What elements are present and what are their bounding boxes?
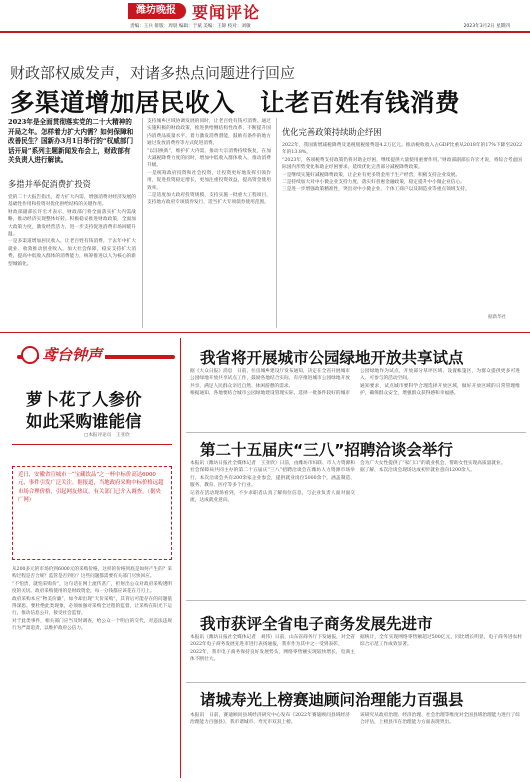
- news-body-3-right: 据统计，全年实现网络零售额超过500亿元，同比增长明显，电子商务进农村综合示范工作成效显著。: [360, 635, 522, 648]
- news-title-4: 诸城寿光上榜赛迪顾问治理能力百强县: [200, 691, 464, 709]
- section-title: 要闻评论: [192, 2, 261, 22]
- bell-icon: [21, 346, 39, 364]
- opinion-quote-box: [12, 466, 172, 560]
- feature-source: 据新华社: [488, 315, 507, 320]
- opinion-body: 从200多元的市场价到6000元的采购价格，这样的价格到底是如何产生的？采购过程是否合规？监管是否到位？这些问题都需要有关部门尽快回应。 “不怕贵，就怕采购价”，这句话在网上流传甚广，折射出公众对政府采购透明度的关切。政府采购使用的是财政资金，每一分钱都应该花在刀刃上。 政府采购本应“物美价廉”，如今却出现“天价采购”，其背后可能存在的问题值得深思。要杜绝此类现象，必须加强对采购全过程的监督，让采购在阳光下运行，推动信息公开，接受社会监督。 对于此类事件，相关部门应当及时调查，给公众一个明白的交代，对违法违规行为严肃追责，以维护政府公信力。: [12, 567, 172, 632]
- feature-lead: 2023年是全面贯彻落实党的二十大精神的开局之年。怎样着力扩大内需？如何保障和改善民生？国新办3月1日举行的“权威部门话开局”系列主题新闻发布会上，财政部有关负责人进行解读。: [8, 118, 134, 165]
- news-body-1: 据《大众日报》消息 日前，住房城乡建设厅发布通知，决定在全省开展城市公园绿地开放共享试点工作，鼓励各地结合实际，有序推进城市公园绿地开放共享，满足人民群众亲近自然、休闲游憩的需求。 根据通知，各地要结合城市公园绿地建设管理实际，选择一批条件较好的城市公园绿地作为试点，开放部分草坪区域，设置帐篷区，为群众提供更多可进入、可参与的活动空间。 通知要求，试点城市要科学合理选择开放区域，做好开放区域的日常管理维护，确保群众安全，增强群众获得感和幸福感。: [190, 369, 520, 397]
- news-title-3: 我市获评全省电子商务发展先进市: [200, 615, 433, 633]
- column-divider: [180, 338, 181, 778]
- column-divider: [276, 118, 277, 328]
- feature-subhead-2: 优化完善政策持续助企纾困: [282, 127, 382, 137]
- feature-headline: 多渠道增加居民收入 让老百姓有钱消费: [10, 88, 460, 117]
- column-banner: [17, 340, 175, 372]
- news-title-1: 我省将开展城市公园绿地开放共享试点: [200, 349, 464, 367]
- feature-column-1: 党的二十大报告指出，着力扩大内需，增强消费对经济发展的基础性作用和投资对优化供给结构的关键作用。 财政部副部长许宏才表示，财政部门将全面落实扩大内需战略，推动经济实现整体好转。积极稳妥推进财政政策，全面加大政策力度，激发经营活力，进一步支持促进消费市场回暖升温。 一是多渠道增加居民收入，让老百姓有钱消费。于去年中扩大就业、收敛推动创业收入，加大社会保障，稳妥支持扩大消费，提高中低收入群体的消费能力，统筹推进以人为核心的新型城镇化。: [8, 195, 136, 267]
- news-body-3: 本报讯（潍坊日报社全媒体记者 刘伟）日前，山东省商务厅下发通报，对全省2022年电子商务发展先进市进行表扬通报，我市作为其中之一受到表彰。 2022年，我市电子商务保持良好发展势头，网络零售额实现较快增长，电商主体不断壮大。: [190, 635, 355, 663]
- header-meta-right: 2023年3月2日 星期四: [463, 24, 510, 29]
- news-rule: [186, 600, 526, 601]
- news-title-2: 第二十五届庆“三八”招聘洽谈会举行: [200, 441, 453, 459]
- opinion-byline: □本报评论员 王亚欣: [84, 433, 130, 438]
- opinion-rule: [12, 444, 172, 445]
- opinion-title-line-1: 萝卜花了人参价: [26, 390, 142, 409]
- opinion-quote-text: 近日，安徽省宣城市一“宝藏饮品”之一杯中标价高达6000元、事件引发广泛关注。据报道，当地政府采购中标价格远超市场合理价格，引起网友热议，有关部门已介入调查。（据央广网）: [18, 472, 164, 504]
- feature-column-2: 支持城乡区域协调发展的同时，让老百姓有钱可消费。通过实施积极的财政政策，推进供给侧结构性改革，不断提升国内消费品质量水平。着力激发消费潜能，鼓励有条件的地方通过发放消费券等方式促进消费。 “以旧换新”，维护扩大内需，推动大宗消费持续恢复，在加大减税降费力度的同时，增加中低收入群体收入，推动消费升级。 一是统筹政府投资和社会投资，让投资更好地发挥引领作用，促进投资稳定增长，更加注重投资效益，提高资金使用效率。 二是适度加大政府投资规模，支持实施一批重大工程项目，支持地方政府专项债券发行，适当扩大专项债券使用范围。: [147, 119, 271, 206]
- header-meta-left: 责编：王兵 排版：周晨 编辑：于斌 美编：王锦 校对：刘敏: [130, 24, 251, 29]
- header-meta: [130, 23, 530, 29]
- news-rule: [186, 682, 526, 683]
- opinion-title-line-2: 如此采购谁能信: [26, 412, 142, 431]
- news-body-4: 本报讯 日前，赛迪顾问县域经济研究中心发布《2022年赛迪顾问县域经济治理能力百强县》，我市诸城市、寿光市双双上榜。 该研究从政府治理、经济治理、社会治理等维度对全国县域治理能力进行了综合评估，上榜县市在治理能力方面表现突出。: [190, 713, 520, 726]
- newspaper-logo: 潍坊晚报: [128, 3, 186, 19]
- column-divider: [142, 118, 143, 328]
- header-rule: [0, 31, 530, 33]
- news-body-2-right: 会为广大女性提供了“家门口”的就业机会，帮助女性实现高质量就业。 据了解，本次洽谈会现场达成初步就业意向1200余人。: [360, 461, 506, 474]
- section-rule: [0, 332, 530, 333]
- feature-kicker: 财政部权威发声，对诸多热点问题进行回应: [10, 64, 296, 82]
- feature-column-3: 2022年，我国新增减税降费及退税缓税缓费超4.2万亿元。推动税收收入占GDP比重从2018年的17%下降至2022年的13.8%。 “2023年，各项税费支持政策仍将对助企纾困，继续提供大量使用重要作用。”财政部副部长许宏才说，将综合考虑国际国内形势变化和助企纾困要求，延续优化完善部分减税降费政策。 一是继续实施好减税降费政策，让企业有更多资金用于生产经营，积极支持企业发展。 二是持续加大对中小微企业支持力度，落实好普惠金融政策，稳定提升中小微企业信心。 三是进一步增强政策精准性，突出对中小微企业、个体工商户以及制造业等重点领域支持。: [282, 143, 522, 193]
- column-name: 鸢台钟声: [39, 344, 105, 365]
- news-body-2: 本报讯（潍坊日报社全媒体记者 王亚欣）日前，由潍坊市妇联、市人力资源和社会保障局共同主办的第二十五届庆“三八”招聘洽谈会在潍坊人力资源市场举行。本次洽谈会共有200余家企业参会，提供就业岗位5000余个，涵盖制造、服务、教育、医疗等多个行业。 记者在活动现场看到，不少求职者认真了解岗位信息，与企业负责人面对面交流，达成就业意向。: [190, 461, 355, 504]
- page-header: [0, 0, 530, 22]
- news-rule: [186, 432, 526, 433]
- feature-subhead-1: 多措并举促消费扩投资: [8, 179, 91, 189]
